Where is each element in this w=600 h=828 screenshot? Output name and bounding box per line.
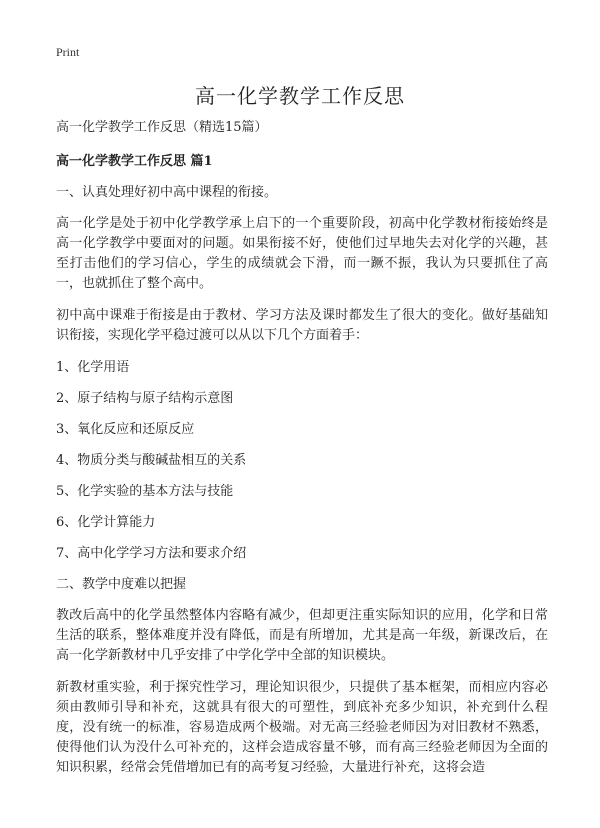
page-title: 高一化学教学工作反思 <box>195 84 405 108</box>
print-link[interactable]: Print <box>56 45 80 59</box>
section-heading: 高一化学教学工作反思 篇1 <box>56 154 213 169</box>
list-item: 4、物质分类与酸碱盐相互的关系 <box>56 453 247 468</box>
list-item: 3、氧化反应和还原反应 <box>56 422 195 437</box>
list-item: 2、原子结构与原子结构示意图 <box>56 391 234 406</box>
heading-two: 二、教学中度难以把握 <box>56 577 187 592</box>
article-body <box>56 118 548 790</box>
article-subtitle: 高一化学教学工作反思（精选15篇） <box>56 120 268 135</box>
list-item: 5、化学实验的基本方法与技能 <box>56 484 234 499</box>
paragraph: 初中高中课难于衔接是由于教材、学习方法及课时都发生了很大的变化。做好基础知识衔接，实现化学平稳过渡可以从以下几个方面着手： <box>56 308 548 343</box>
list-item: 7、高中化学学习方法和要求介绍 <box>56 546 247 561</box>
list-item: 6、化学计算能力 <box>56 515 156 530</box>
paragraph: 高一化学是处于初中化学教学承上启下的一个重要阶段，初高中化学教材衔接始终是高一化学教学中要面对的问题。如果衔接不好，使他们过早地失去对化学的兴趣，甚至打击他们的学习信心，学生的成绩就会下滑，而一蹶不振，我认为只要抓住了高一，也就抓住了整个高中。 <box>56 216 548 291</box>
paragraph: 教改后高中的化学虽然整体内容略有减少，但却更注重实际知识的应用，化学和日常生活的联系，整体难度并没有降低，而是有所增加，尤其是高一年级，新课改后，在高一化学新教材中几乎安排了中学化学中全部的知识模块。 <box>56 608 548 663</box>
heading-one: 一、认真处理好初中高中课程的衔接。 <box>56 185 278 200</box>
list-item: 1、化学用语 <box>56 360 130 375</box>
paragraph: 新教材重实验，利于探究性学习，理论知识很少，只提供了基本框架，而相应内容必须由教师引导和补充，这就具有很大的可塑性，到底补充多少知识，补充到什么程度，没有统一的标准，容易造成两个极端。对无高三经验老师因为对旧教材不熟悉，使得他们认为没什么可补充的，这样会造成容量不够，而有高三经验老师因为全面的知识积累，经常会凭借增加已有的高考复习经验，大量进行补充，这将会造 <box>56 680 548 775</box>
